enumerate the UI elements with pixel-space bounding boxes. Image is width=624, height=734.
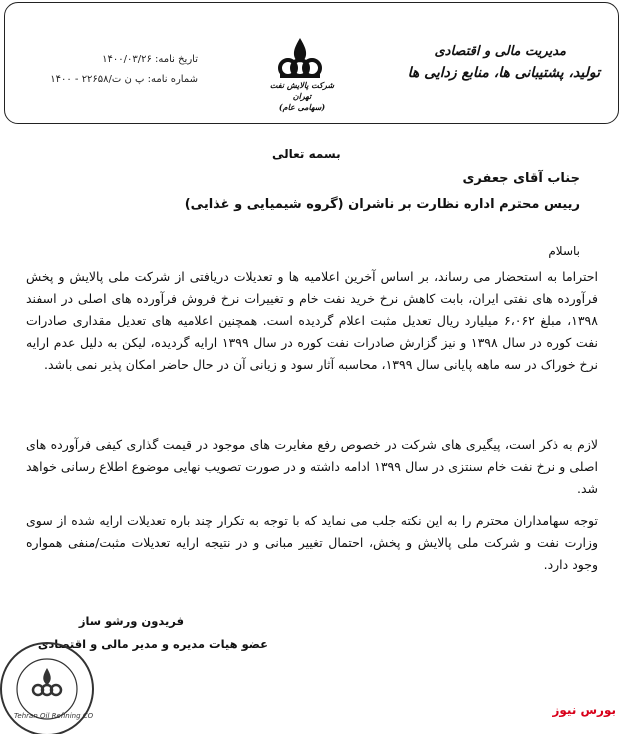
paragraph-3 [26,510,598,576]
paragraph-3-text: توجه سهامداران محترم را به این نکته جلب می نماید که با توجه به تکرار چند باره تعدیلات ارایه شده از سوی وزارت نفت و شرکت ملی پالایش و پخش، احتمال تغییر مبانی و در نتیجه ارایه تعدیلات مثبت/منفی همواره وجود دارد. [26,513,598,572]
stamp-english-text: Tehran Oil Refining CO [14,712,94,720]
company-subtitle: (سهامی عام) [278,102,326,112]
letter-opening: بسمه تعالی [272,147,341,161]
paragraph-1-text: احتراما به استحضار می رساند، بر اساس آخرین اعلامیه ها و تعدیلات دریافتی از شرکت ملی پالایش و پخش فرآورده های نفتی ایران، بابت کاهش نرخ خرید نفت خام و تغییرات نرخ فروش فرآورده های اصلی در اسفند ۱۳۹۸، مبلغ ۶،۰۶۲ میلیارد ریال تعدیل مثبت اعلام گردیده است. همچنین اعلامیه های تعدیل مقداری صادرات نفت کوره در سال ۱۳۹۸ و نیز گزارش صادرات نفت کوره در سال ۱۳۹۹ ارایه گردیده، لیکن به دلیل عدم ارایه نرخ خوراک در سه ماهه پایانی سال ۱۳۹۹، محاسبه آثار سود و زیانی آن در حال حاضر امکان پذیر نمی باشد. [26,269,598,372]
department-title [408,44,600,81]
company-name [262,80,342,113]
department-line-2: تولید، پشتیبانی ها، منابع زدایی ها [407,65,600,81]
recipient-title: رییس محترم اداره نظارت بر ناشران (گروه شیمیایی و غذایی) [184,197,580,212]
watermark-brand: بورس نیوز [552,703,616,717]
paragraph-2 [26,434,598,500]
signer-name: فریدون ورشو ساز [78,614,184,628]
company-name-text: شرکت پالایش نفت تهران [269,80,335,101]
greeting: باسلام [548,244,580,258]
paragraph-2-text: لازم به ذکر است، پیگیری های شرکت در خصوص رفع مغایرت های موجود در قیمت گذاری کیفی فرآورده های اصلی و نرخ نفت خام سنتزی در سال ۱۳۹۹ ادامه داشته و در صورت تصویب نهایی موضوع اطلاع رسانی خواهد شد. [26,437,598,496]
department-line-1: مدیریت مالی و اقتصادی [434,44,566,59]
paragraph-1 [26,266,598,376]
letter-meta [38,50,198,90]
letter-date: تاریخ نامه: ۱۴۰۰/۰۳/۲۶ [102,54,198,65]
signer-title: عضو هیات مدیره و مدیر مالی و اقتصادی [37,637,268,651]
letter-number: شماره نامه: پ ن ت/۲۲۶۵۸ - ۱۴۰۰ [50,74,198,85]
recipient-name: جناب آقای جعفری [462,171,580,186]
